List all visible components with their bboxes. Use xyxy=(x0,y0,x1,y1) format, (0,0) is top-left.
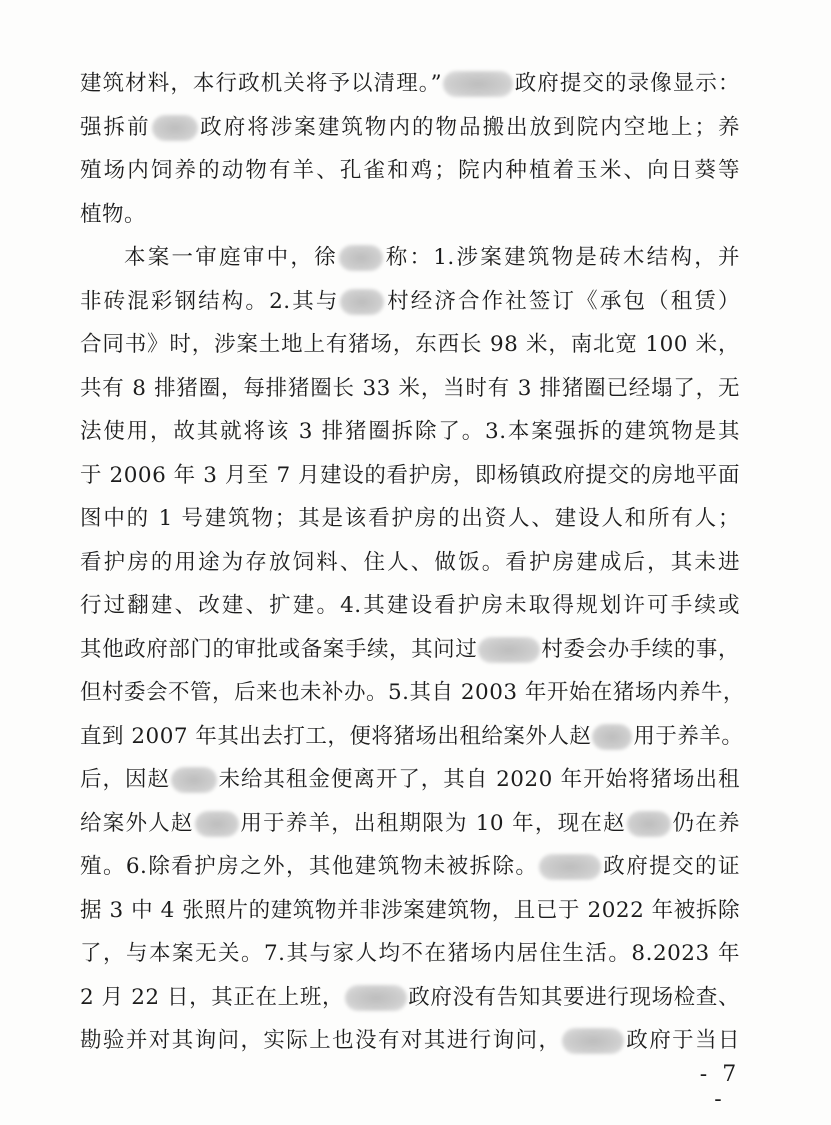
text-line xyxy=(80,802,740,846)
redaction-mark xyxy=(171,767,217,793)
text-segment: 称：1.涉案建筑物是砖木结构，并 xyxy=(383,245,740,270)
redaction-mark xyxy=(592,724,632,750)
text-segment: 非砖混彩钢结构。2.其与 xyxy=(80,288,340,314)
text-line xyxy=(80,149,740,193)
text-line xyxy=(80,671,745,715)
text-segment: 直到 2007 年其出去打工，便将猪场出租给案外人赵 xyxy=(80,723,592,749)
text-line xyxy=(80,976,740,1020)
text-line xyxy=(80,497,740,541)
text-line xyxy=(80,584,740,628)
text-segment: 政府没有告知其要进行现场检查、 xyxy=(408,984,740,1010)
text-segment: 村委会办手续的事， xyxy=(541,636,740,662)
text-segment: 合同书》时，涉案土地上有猪场，东西长 98 米，南北宽 100 米， xyxy=(80,332,740,357)
text-line xyxy=(80,454,740,498)
redaction-mark xyxy=(478,637,540,663)
redaction-mark xyxy=(539,854,601,880)
text-segment: 建筑材料，本行政机关将予以清理。” xyxy=(80,71,443,96)
text-line xyxy=(80,889,740,933)
redaction-mark xyxy=(339,245,383,271)
text-segment: 于 2006 年 3 月至 7 月建设的看护房，即杨镇政府提交的房地平面 xyxy=(80,462,740,488)
text-segment: 植物。 xyxy=(80,201,147,227)
text-line xyxy=(80,193,740,237)
text-segment: 2 月 22 日，其正在上班， xyxy=(80,984,345,1010)
text-segment: 给案外人赵 xyxy=(80,810,194,836)
text-segment: 但村委会不管，后来也未补办。5.其自 2003 年开始在猪场内养牛， xyxy=(80,680,745,705)
text-line xyxy=(80,236,740,280)
redaction-mark xyxy=(195,811,239,837)
text-line xyxy=(80,280,740,324)
text-line xyxy=(80,106,740,150)
redaction-mark xyxy=(345,985,407,1011)
redaction-mark xyxy=(443,71,513,97)
text-segment: 用于养羊。 xyxy=(633,723,744,749)
text-segment: 行过翻建、改建、扩建。4.其建设看护房未取得规划许可手续或 xyxy=(80,593,740,618)
text-line xyxy=(80,758,740,802)
text-line xyxy=(80,845,740,889)
text-segment: 强拆前 xyxy=(80,114,151,140)
redaction-mark xyxy=(340,289,384,315)
text-segment: 法使用，故其就将该 3 排猪圈拆除了。3.本案强拆的建筑物是其 xyxy=(80,419,740,444)
text-segment: 村经济合作社签订《承包（租赁） xyxy=(385,288,740,314)
text-segment: 用于养羊，出租期限为 10 年，现在赵 xyxy=(239,810,626,836)
redaction-mark xyxy=(152,115,198,141)
page-number: - 7 - xyxy=(699,1062,741,1112)
text-segment: 后，因赵 xyxy=(80,767,170,792)
text-line xyxy=(80,932,740,976)
text-line xyxy=(80,541,740,585)
text-line xyxy=(80,323,740,367)
text-segment: 勘验并对其询问，实际上也没有对其进行询问， xyxy=(80,1028,562,1053)
text-segment: 政府提交的录像显示： xyxy=(514,71,740,96)
text-segment: 了，与本案无关。7.其与家人均不在猪场内居住生活。8.2023 年 xyxy=(80,941,740,966)
text-segment: 殖场内饲养的动物有羊、孔雀和鸡；院内种植着玉米、向日葵等 xyxy=(80,158,740,183)
text-segment: 看护房的用途为存放饲料、住人、做饭。看护房建成后，其未进 xyxy=(80,549,740,575)
text-segment: 图中的 1 号建筑物；其是该看护房的出资人、建设人和所有人； xyxy=(80,506,740,531)
text-line xyxy=(80,367,740,411)
text-line xyxy=(80,1019,740,1063)
text-segment: 政府于当日 xyxy=(625,1028,740,1053)
redaction-mark xyxy=(627,811,671,837)
body-text xyxy=(80,62,745,1063)
redaction-mark xyxy=(562,1028,624,1054)
text-segment: 据 3 中 4 张照片的建筑物并非涉案建筑物，且已于 2022 年被拆除 xyxy=(80,897,740,923)
text-segment: 政府提交的证 xyxy=(602,854,740,879)
text-line xyxy=(80,715,744,759)
text-line xyxy=(80,62,740,106)
text-segment: 其他政府部门的审批或备案手续，其问过 xyxy=(80,636,478,662)
text-segment: 未给其租金便离开了，其自 2020 年开始将猪场出租 xyxy=(217,767,740,792)
text-segment: 殖。6.除看护房之外，其他建筑物未被拆除。 xyxy=(80,854,539,879)
text-segment: 仍在养 xyxy=(671,810,740,836)
text-segment: 共有 8 排猪圈，每排猪圈长 33 米，当时有 3 排猪圈已经塌了，无 xyxy=(80,375,740,401)
text-line xyxy=(80,410,740,454)
text-segment: 政府将涉案建筑物内的物品搬出放到院内空地上；养 xyxy=(198,114,740,140)
text-line xyxy=(80,628,740,672)
text-segment: 本案一审庭审中，徐 xyxy=(124,245,338,270)
